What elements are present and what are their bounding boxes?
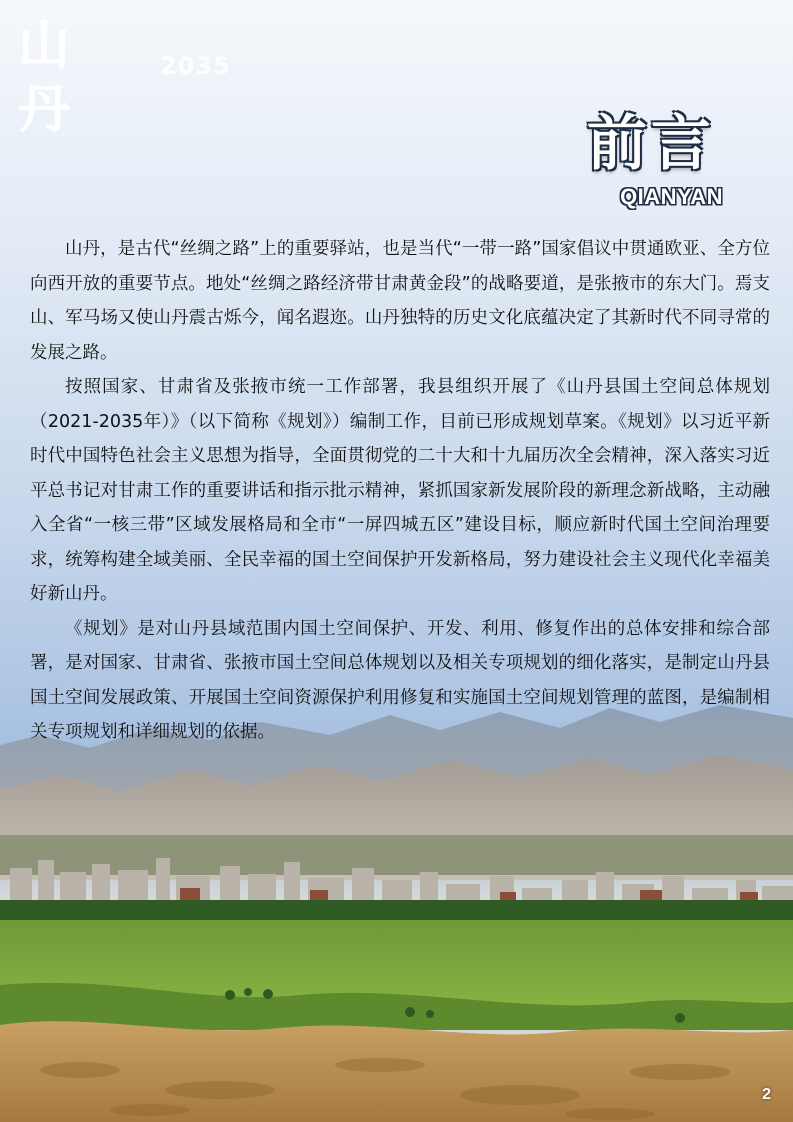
logo-text: 山丹 <box>18 16 73 140</box>
page-number: 2 <box>762 1086 771 1103</box>
paragraph-2: 按照国家、甘肃省及张掖市统一工作部署，我县组织开展了《山丹县国土空间总体规划（2021-2035年）》（以下简称《规划》）编制工作，目前已形成规划草案。《规划》以习近平新时代中国特色社会主义思想为指导，全面贯彻党的二十大和十九届历次全会精神，深入落实习近平总书记对甘肃工作的重要讲话和指示批示精神，紧抓国家新发展阶段的新理念新战略，主动融入全省“一核三带”区域发展格局和全市“一屏四城五区”建设目标，顺应新时代国土空间治理要求，统筹构建全域美丽、全民幸福的国土空间保护开发新格局，努力建设社会主义现代化幸福美好新山丹。 <box>30 377 770 604</box>
landscape-photo <box>0 780 793 1122</box>
logo-year: 2035 <box>160 52 231 80</box>
paragraph-3: 《规划》是对山丹县域范围内国土空间保护、开发、利用、修复作出的总体安排和综合部署，是对国家、甘肃省、张掖市国土空间总体规划以及相关专项规划的细化落实，是制定山丹县国土空间发展政策、开展国土空间资源保护利用修复和实施国土空间规划管理的蓝图，是编制相关专项规划和详细规划的依据。 <box>30 618 770 742</box>
section-heading <box>587 108 723 210</box>
heading-title-cn: 前言 <box>587 109 715 179</box>
paragraph-1: 山丹，是古代“丝绸之路”上的重要驿站，也是当代“一带一路”国家倡议中贯通欧亚、全方位向西开放的重要节点。地处“丝绸之路经济带甘肃黄金段”的战略要道，是张掖市的东大门。焉支山、军马场又使山丹震古烁今，闻名遐迩。山丹独特的历史文化底蕴决定了其新时代不同寻常的发展之路。 <box>30 239 770 363</box>
heading-title-en: QIANYAN <box>620 184 723 209</box>
preface-body <box>30 232 770 750</box>
